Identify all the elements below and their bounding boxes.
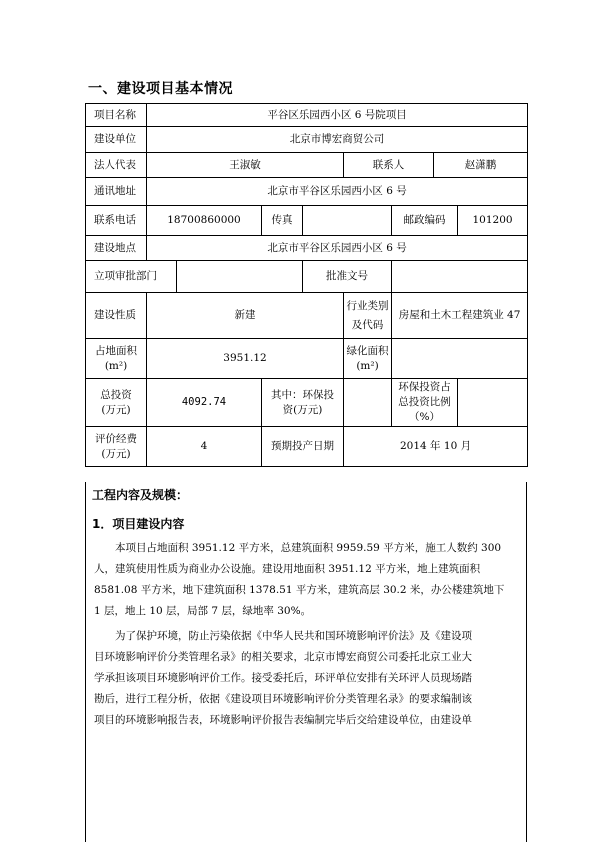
nature-label: 建设性质: [86, 293, 147, 339]
subsection-title: 1．项目建设内容: [92, 517, 185, 531]
paragraph-1-line: 8581.08 平方米，地下建筑面积 1378.51 平方米，建筑高层 30.2 米，办公楼建筑地下: [94, 584, 505, 596]
approval-dept-label: 立项审批部门: [86, 261, 177, 293]
green-area-value: [392, 339, 528, 379]
section-heading: 一、建设项目基本情况: [88, 81, 233, 97]
fee-label: 评价经费 (万元): [86, 427, 147, 467]
fee-value: 4: [147, 427, 262, 467]
legal-rep-value: 王淑敏: [147, 153, 344, 178]
contact-value: 赵潇鹏: [434, 153, 528, 178]
postcode-value: 101200: [458, 206, 528, 236]
builder-value: 北京市博宏商贸公司: [147, 127, 528, 153]
env-ratio-value: [458, 379, 528, 427]
paragraph-1: [94, 538, 518, 622]
approval-no-value: [392, 261, 528, 293]
approval-no-label: 批准文号: [303, 261, 392, 293]
paragraph-1-line: 人，建筑使用性质为商业办公设施。建设用地面积 3951.12 平方米，地上建筑面积: [94, 563, 481, 575]
basic-info-table: [85, 103, 528, 467]
paragraph-2-line: 项目的环境影响报告表，环境影响评价报告表编制完毕后交给建设单位，由建设单: [94, 714, 472, 726]
paragraph-2-line: 学承担该项目环境影响评价工作。接受委托后，环评单位安排有关环评人员现场踏: [94, 672, 472, 684]
section-title: 工程内容及规模：: [92, 488, 189, 502]
area-label: 占地面积 (m²): [86, 339, 147, 379]
address-value: 北京市平谷区乐园西小区 6 号: [147, 178, 528, 206]
site-label: 建设地点: [86, 236, 147, 261]
green-area-label: 绿化面积 (m²): [344, 339, 392, 379]
investment-label: 总投资 (万元): [86, 379, 147, 427]
approval-dept-value: [177, 261, 303, 293]
site-value: 北京市平谷区乐园西小区 6 号: [147, 236, 528, 261]
industry-value: 房屋和土木工程建筑业 47: [392, 293, 528, 339]
investment-value: 4092.74: [147, 379, 262, 427]
legal-rep-label: 法人代表: [86, 153, 147, 178]
env-investment-label: 其中：环保投 资(万元): [262, 379, 344, 427]
builder-label: 建设单位: [86, 127, 147, 153]
paragraph-1-line: 1 层，地上 10 层，局部 7 层，绿地率 30%。: [94, 605, 312, 617]
paragraph-2-line: 目环境影响评价分类管理名录》的相关要求，北京市博宏商贸公司委托北京工业大: [94, 651, 472, 663]
project-content-section: [85, 482, 527, 842]
postcode-label: 邮政编码: [392, 206, 458, 236]
paragraph-2-line: 勘后，进行工程分析，依据《建设项目环境影响评价分类管理名录》的要求编制该: [94, 693, 472, 705]
industry-label: 行业类别 及代码: [344, 293, 392, 339]
project-name-label: 项目名称: [86, 104, 147, 127]
paragraph-1-line: 本项目占地面积 3951.12 平方米，总建筑面积 9959.59 平方米，施工人数约 300: [94, 542, 502, 554]
paragraph-2-line: 为了保护环境，防止污染依据《中华人民共和国环境影响评价法》及《建设项: [94, 630, 472, 642]
env-ratio-label: 环保投资占 总投资比例 （%）: [392, 379, 458, 427]
production-date-label: 预期投产日期: [262, 427, 344, 467]
project-name-value: 平谷区乐园西小区 6 号院项目: [147, 104, 528, 127]
phone-label: 联系电话: [86, 206, 147, 236]
fax-label: 传真: [262, 206, 303, 236]
fax-value: [303, 206, 392, 236]
production-date-value: 2014 年 10 月: [344, 427, 528, 467]
phone-value: 18700860000: [147, 206, 262, 236]
address-label: 通讯地址: [86, 178, 147, 206]
paragraph-2: [94, 626, 518, 731]
env-investment-value: [344, 379, 392, 427]
area-value: 3951.12: [147, 339, 344, 379]
nature-value: 新建: [147, 293, 344, 339]
contact-label: 联系人: [344, 153, 434, 178]
